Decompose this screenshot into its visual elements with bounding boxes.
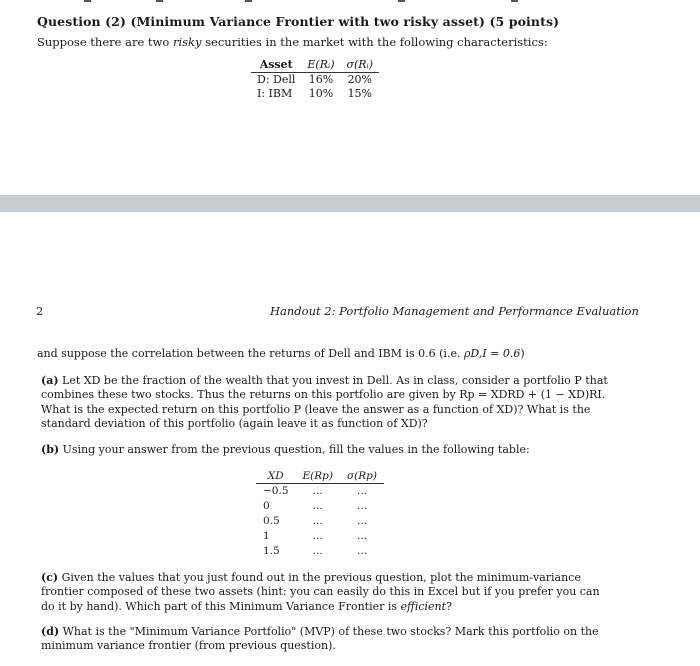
table-row — [256, 544, 384, 559]
part-a — [41, 374, 616, 431]
weight-value: 0 — [263, 500, 270, 512]
asset-name: I: IBM — [257, 87, 293, 100]
asset-row-dell — [251, 73, 379, 88]
weight-value: 1 — [263, 530, 270, 542]
asset-row-ibm — [251, 87, 379, 101]
weight-value: 0.5 — [263, 515, 280, 527]
col-asset: Asset — [251, 58, 301, 73]
asset-return: 10% — [308, 87, 334, 100]
page-number: 2 — [36, 304, 44, 318]
edge-mark — [156, 0, 163, 2]
col-std-dev: σ(Rᵢ) — [341, 58, 380, 73]
part-c: (c) Given the values that you just found out in the previous question, plot the minimum-variance frontier composed of these two assets (hint: you can easily do this in Excel but if you prefer you can do it by hand). Which part of this Minimum Variance Frontier is efficient? — [41, 571, 600, 613]
part-b-text: Using your answer from the previous question, fill the values in the following table: — [62, 443, 530, 456]
portfolio-table-header — [256, 469, 384, 484]
question-title: Question (2) (Minimum Variance Frontier with two risky asset) (5 points) — [37, 14, 560, 29]
return-placeholder: ... — [312, 500, 323, 512]
return-placeholder: ... — [312, 530, 323, 542]
table-row — [256, 529, 384, 544]
part-label: (b) — [41, 443, 60, 456]
weight-value: 1.5 — [263, 545, 280, 557]
return-placeholder: ... — [312, 545, 323, 557]
edge-mark — [398, 0, 405, 2]
asset-sd: 20% — [347, 73, 373, 86]
edge-mark — [245, 0, 252, 2]
sd-placeholder: ... — [356, 530, 367, 542]
col-expected-return: E(Rᵢ) — [301, 58, 340, 73]
asset-table-header — [251, 58, 379, 73]
table-row — [256, 499, 384, 514]
col-expected-return: E(Rp) — [296, 469, 341, 484]
asset-name: D: Dell — [257, 73, 296, 86]
edge-mark — [511, 0, 518, 2]
sd-placeholder: ... — [356, 545, 367, 557]
weight-value: −0.5 — [263, 485, 289, 497]
asset-return: 16% — [308, 73, 334, 86]
part-label: (c) — [41, 571, 59, 584]
sd-placeholder: ... — [356, 500, 367, 512]
col-std-dev: σ(Rp) — [340, 469, 384, 484]
table-row — [256, 484, 384, 500]
portfolio-table — [256, 469, 384, 559]
running-header: Handout 2: Portfolio Management and Performance Evaluation — [270, 304, 639, 318]
part-d — [41, 625, 616, 654]
part-label: (d) — [41, 625, 60, 638]
table-row — [256, 514, 384, 529]
sd-placeholder: ... — [356, 485, 367, 497]
col-weight: XD — [256, 469, 296, 484]
page-separator — [0, 195, 700, 212]
part-d-text: What is the "Minimum Variance Portfolio" (MVP) of these two stocks? Mark this portfolio on the minimum variance frontier (from previous question). — [41, 625, 599, 653]
emphasis-efficient: efficient — [400, 599, 447, 613]
edge-mark — [84, 0, 91, 2]
sd-placeholder: ... — [356, 515, 367, 527]
asset-table — [251, 58, 379, 101]
previous-page-edge — [0, 0, 700, 4]
asset-sd: 15% — [347, 87, 373, 100]
return-placeholder: ... — [312, 515, 323, 527]
return-placeholder: ... — [312, 485, 323, 497]
question-intro: Suppose there are two risky securities in the market with the following characteristics: — [37, 35, 548, 49]
part-b — [41, 443, 616, 457]
part-label: (a) — [41, 374, 59, 387]
correlation-statement: and suppose the correlation between the returns of Dell and IBM is 0.6 (i.e. ρD,I = 0.6) — [37, 347, 525, 360]
part-a-text: Let XD be the fraction of the wealth that you invest in Dell. As in class, consider a portfolio P that combines these two stocks. Thus the returns on this portfolio are given by Rp = XDRD + (1 − XD)RI. What is the expected return on this portfolio P (leave the answer as a function of XD)? What is the standard deviation of this portfolio (again leave it as function of XD)? — [41, 374, 608, 430]
